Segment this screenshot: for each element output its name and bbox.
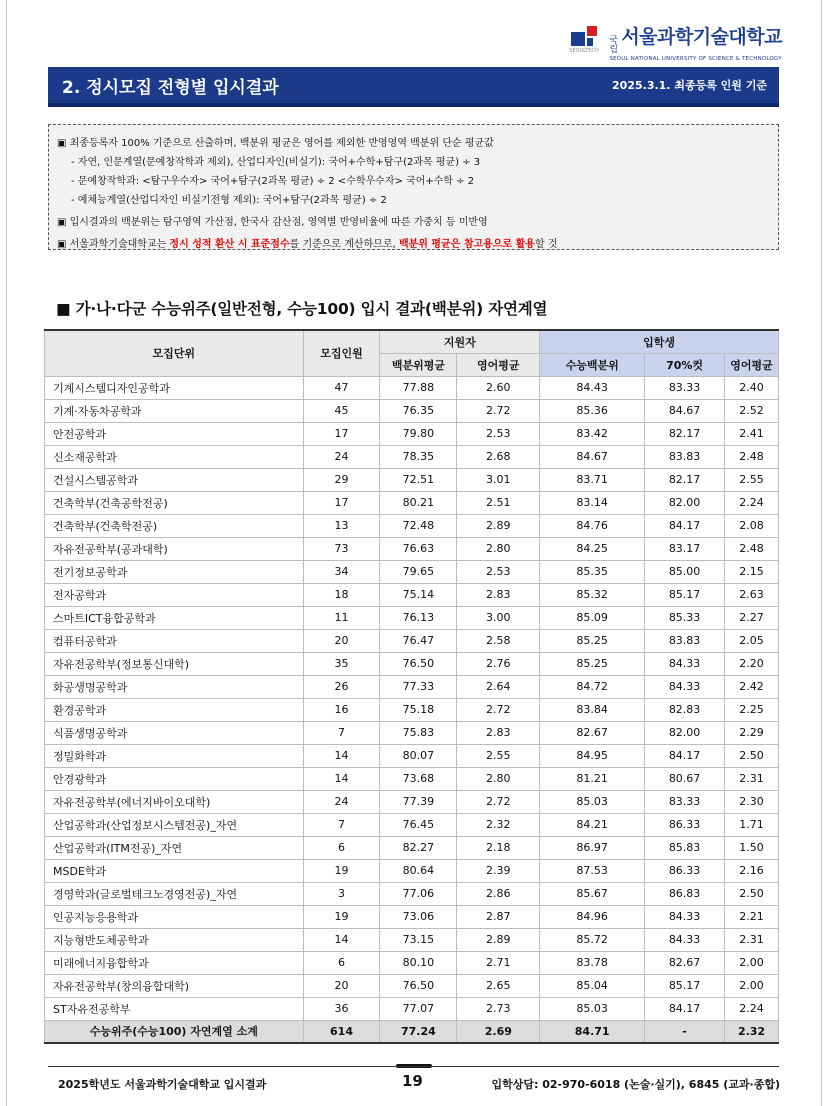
cell-quota: 24 bbox=[303, 790, 380, 813]
cell-dept: 건축학부(건축학전공) bbox=[45, 514, 304, 537]
cell-adm-eng: 2.15 bbox=[725, 560, 779, 583]
cell-adm-cut: 80.67 bbox=[645, 767, 725, 790]
cell-adm-eng: 2.52 bbox=[725, 399, 779, 422]
cell-quota: 35 bbox=[303, 652, 380, 675]
footer-divider bbox=[48, 1066, 779, 1067]
cell-adm-eng: 2.25 bbox=[725, 698, 779, 721]
cell-adm-eng: 2.48 bbox=[725, 445, 779, 468]
cell-app-eng: 2.89 bbox=[457, 514, 540, 537]
header-dept: 모집단위 bbox=[45, 330, 304, 376]
cell-app-pct: 73.15 bbox=[380, 928, 457, 951]
footer-contact: 입학상담: 02-970-6018 (논술·실기), 6845 (교과·종합) bbox=[491, 1078, 780, 1091]
cell-app-eng: 2.87 bbox=[457, 905, 540, 928]
cell-dept: 산업공학과(산업정보시스템전공)_자연 bbox=[45, 813, 304, 836]
total-adm-eng: 2.32 bbox=[725, 1020, 779, 1043]
cell-app-pct: 73.68 bbox=[380, 767, 457, 790]
cell-adm-eng: 2.31 bbox=[725, 928, 779, 951]
cell-adm-eng: 2.63 bbox=[725, 583, 779, 606]
cell-quota: 20 bbox=[303, 629, 380, 652]
cell-dept: 인공지능응용학과 bbox=[45, 905, 304, 928]
cell-dept: 안전공학과 bbox=[45, 422, 304, 445]
cell-adm-eng: 2.31 bbox=[725, 767, 779, 790]
cell-quota: 16 bbox=[303, 698, 380, 721]
cell-adm-cut: 84.33 bbox=[645, 652, 725, 675]
cell-adm-pct: 85.32 bbox=[540, 583, 645, 606]
cell-app-pct: 76.13 bbox=[380, 606, 457, 629]
cell-adm-eng: 2.21 bbox=[725, 905, 779, 928]
note-line-2: - 자연, 인문계열(문예창작학과 제외), 산업디자인(비실기): 국어+수학+탐구(2과목 평균) ÷ 3 bbox=[71, 157, 481, 168]
cell-adm-pct: 85.03 bbox=[540, 997, 645, 1020]
cell-adm-eng: 2.24 bbox=[725, 997, 779, 1020]
cell-quota: 13 bbox=[303, 514, 380, 537]
cell-dept: 자유전공학부(정보통신대학) bbox=[45, 652, 304, 675]
cell-dept: 기계·자동차공학과 bbox=[45, 399, 304, 422]
basis-date: 2025.3.1. 최종등록 인원 기준 bbox=[612, 79, 767, 92]
cell-app-eng: 2.71 bbox=[457, 951, 540, 974]
table-row bbox=[45, 422, 779, 445]
table-row bbox=[45, 675, 779, 698]
cell-app-eng: 2.53 bbox=[457, 422, 540, 445]
cell-dept: 환경공학과 bbox=[45, 698, 304, 721]
table-row bbox=[45, 813, 779, 836]
header-adm-cut: 70%컷 bbox=[645, 353, 725, 376]
cell-dept: 전기정보공학과 bbox=[45, 560, 304, 583]
cell-quota: 18 bbox=[303, 583, 380, 606]
header-app-pct: 백분위평균 bbox=[380, 353, 457, 376]
cell-adm-cut: 84.33 bbox=[645, 675, 725, 698]
cell-app-eng: 2.64 bbox=[457, 675, 540, 698]
cell-quota: 14 bbox=[303, 767, 380, 790]
cell-quota: 14 bbox=[303, 744, 380, 767]
cell-adm-pct: 85.25 bbox=[540, 652, 645, 675]
cell-adm-eng: 2.50 bbox=[725, 882, 779, 905]
page-number: 19 bbox=[402, 1072, 423, 1090]
table-row bbox=[45, 468, 779, 491]
table-row bbox=[45, 560, 779, 583]
cell-app-eng: 2.53 bbox=[457, 560, 540, 583]
cell-adm-eng: 2.40 bbox=[725, 376, 779, 399]
cell-app-pct: 79.80 bbox=[380, 422, 457, 445]
total-adm-cut: - bbox=[645, 1020, 725, 1043]
total-row bbox=[45, 1020, 779, 1043]
cell-app-pct: 79.65 bbox=[380, 560, 457, 583]
cell-adm-pct: 83.71 bbox=[540, 468, 645, 491]
total-quota: 614 bbox=[303, 1020, 380, 1043]
cell-adm-pct: 85.03 bbox=[540, 790, 645, 813]
header-admitted: 입학생 bbox=[540, 330, 779, 353]
cell-app-eng: 2.72 bbox=[457, 399, 540, 422]
total-adm-pct: 84.71 bbox=[540, 1020, 645, 1043]
cell-app-pct: 77.88 bbox=[380, 376, 457, 399]
cell-app-eng: 2.55 bbox=[457, 744, 540, 767]
cell-quota: 6 bbox=[303, 951, 380, 974]
cell-app-eng: 2.89 bbox=[457, 928, 540, 951]
footer-title: 2025학년도 서울과학기술대학교 입시결과 bbox=[58, 1078, 267, 1091]
cell-dept: 안경광학과 bbox=[45, 767, 304, 790]
results-table bbox=[44, 329, 779, 1044]
page-title: 2. 정시모집 전형별 입시결과 bbox=[62, 77, 279, 98]
cell-quota: 34 bbox=[303, 560, 380, 583]
total-dept: 수능위주(수능100) 자연계열 소계 bbox=[45, 1020, 304, 1043]
cell-app-eng: 2.86 bbox=[457, 882, 540, 905]
table-row bbox=[45, 537, 779, 560]
cell-dept: 자유전공학부(창의융합대학) bbox=[45, 974, 304, 997]
cell-adm-cut: 84.67 bbox=[645, 399, 725, 422]
table-row bbox=[45, 882, 779, 905]
cell-adm-pct: 87.53 bbox=[540, 859, 645, 882]
cell-quota: 6 bbox=[303, 836, 380, 859]
cell-adm-cut: 83.83 bbox=[645, 445, 725, 468]
cell-adm-cut: 83.33 bbox=[645, 790, 725, 813]
cell-quota: 20 bbox=[303, 974, 380, 997]
cell-dept: 자유전공학부(공과대학) bbox=[45, 537, 304, 560]
cell-app-eng: 2.60 bbox=[457, 376, 540, 399]
cell-adm-eng: 2.08 bbox=[725, 514, 779, 537]
cell-dept: 건설시스템공학과 bbox=[45, 468, 304, 491]
cell-app-pct: 76.50 bbox=[380, 652, 457, 675]
cell-adm-pct: 85.36 bbox=[540, 399, 645, 422]
cell-quota: 17 bbox=[303, 491, 380, 514]
table-row bbox=[45, 629, 779, 652]
cell-adm-cut: 82.17 bbox=[645, 468, 725, 491]
cell-quota: 17 bbox=[303, 422, 380, 445]
cell-quota: 29 bbox=[303, 468, 380, 491]
cell-adm-pct: 84.21 bbox=[540, 813, 645, 836]
cell-adm-pct: 84.25 bbox=[540, 537, 645, 560]
cell-app-pct: 77.07 bbox=[380, 997, 457, 1020]
note-line-3: - 문예창작학과: <탐구우수자> 국어+탐구(2과목 평균) ÷ 2 <수학우수자> 국어+수학 ÷ 2 bbox=[71, 176, 475, 187]
table-row bbox=[45, 514, 779, 537]
cell-adm-cut: 82.83 bbox=[645, 698, 725, 721]
cell-app-pct: 80.10 bbox=[380, 951, 457, 974]
table-row bbox=[45, 583, 779, 606]
cell-app-pct: 80.21 bbox=[380, 491, 457, 514]
cell-adm-eng: 2.27 bbox=[725, 606, 779, 629]
cell-quota: 7 bbox=[303, 813, 380, 836]
cell-adm-cut: 85.00 bbox=[645, 560, 725, 583]
header-adm-pct: 수능백분위 bbox=[540, 353, 645, 376]
cell-quota: 47 bbox=[303, 376, 380, 399]
cell-quota: 26 bbox=[303, 675, 380, 698]
cell-dept: 전자공학과 bbox=[45, 583, 304, 606]
cell-adm-eng: 2.16 bbox=[725, 859, 779, 882]
cell-adm-pct: 84.76 bbox=[540, 514, 645, 537]
cell-app-eng: 2.32 bbox=[457, 813, 540, 836]
logo-english: SEOUL NATIONAL UNIVERSITY OF SCIENCE & TECHNOLOGY bbox=[609, 56, 782, 62]
cell-app-pct: 73.06 bbox=[380, 905, 457, 928]
cell-quota: 3 bbox=[303, 882, 380, 905]
cell-adm-eng: 2.50 bbox=[725, 744, 779, 767]
header-applicants: 지원자 bbox=[380, 330, 540, 353]
cell-adm-pct: 83.14 bbox=[540, 491, 645, 514]
cell-app-pct: 75.83 bbox=[380, 721, 457, 744]
cell-adm-eng: 2.20 bbox=[725, 652, 779, 675]
cell-adm-pct: 83.78 bbox=[540, 951, 645, 974]
header-adm-eng: 영어평균 bbox=[725, 353, 779, 376]
cell-app-pct: 78.35 bbox=[380, 445, 457, 468]
cell-quota: 7 bbox=[303, 721, 380, 744]
note-line-6: ▣ 서울과학기술대학교는 정시 성적 환산 시 표준점수를 기준으로 계산하므로, 백분위 평균은 참고용으로 활용할 것 bbox=[57, 239, 558, 250]
cell-dept: 산업공학과(ITM전공)_자연 bbox=[45, 836, 304, 859]
cell-adm-eng: 2.00 bbox=[725, 951, 779, 974]
cell-adm-cut: 83.17 bbox=[645, 537, 725, 560]
cell-dept: 건축학부(건축공학전공) bbox=[45, 491, 304, 514]
cell-quota: 19 bbox=[303, 859, 380, 882]
cell-adm-pct: 84.95 bbox=[540, 744, 645, 767]
cell-adm-cut: 84.17 bbox=[645, 997, 725, 1020]
cell-dept: 기계시스템디자인공학과 bbox=[45, 376, 304, 399]
cell-adm-cut: 85.33 bbox=[645, 606, 725, 629]
logo-guk: 국립 bbox=[609, 36, 619, 55]
note-line-4: - 예체능계열(산업디자인 비실기전형 제외): 국어+탐구(2과목 평균) ÷ 2 bbox=[71, 195, 387, 206]
cell-dept: 신소재공학과 bbox=[45, 445, 304, 468]
cell-adm-pct: 84.96 bbox=[540, 905, 645, 928]
cell-app-eng: 2.39 bbox=[457, 859, 540, 882]
cell-adm-pct: 82.67 bbox=[540, 721, 645, 744]
cell-quota: 36 bbox=[303, 997, 380, 1020]
cell-adm-pct: 83.42 bbox=[540, 422, 645, 445]
cell-dept: 자유전공학부(에너지바이오대학) bbox=[45, 790, 304, 813]
cell-adm-eng: 2.00 bbox=[725, 974, 779, 997]
cell-app-pct: 76.47 bbox=[380, 629, 457, 652]
cell-adm-cut: 85.83 bbox=[645, 836, 725, 859]
table-row bbox=[45, 859, 779, 882]
cell-adm-cut: 82.17 bbox=[645, 422, 725, 445]
cell-app-pct: 76.45 bbox=[380, 813, 457, 836]
cell-quota: 14 bbox=[303, 928, 380, 951]
table-row bbox=[45, 790, 779, 813]
cell-app-pct: 80.07 bbox=[380, 744, 457, 767]
cell-app-eng: 2.83 bbox=[457, 583, 540, 606]
cell-adm-cut: 83.33 bbox=[645, 376, 725, 399]
cell-app-eng: 2.72 bbox=[457, 790, 540, 813]
table-row bbox=[45, 445, 779, 468]
header-app-eng: 영어평균 bbox=[457, 353, 540, 376]
cell-app-eng: 2.80 bbox=[457, 537, 540, 560]
cell-app-pct: 72.51 bbox=[380, 468, 457, 491]
cell-quota: 19 bbox=[303, 905, 380, 928]
table-row bbox=[45, 698, 779, 721]
table-row bbox=[45, 928, 779, 951]
cell-adm-cut: 82.67 bbox=[645, 951, 725, 974]
university-logo bbox=[571, 22, 782, 62]
cell-adm-eng: 2.48 bbox=[725, 537, 779, 560]
cell-adm-cut: 85.17 bbox=[645, 583, 725, 606]
cell-adm-pct: 83.84 bbox=[540, 698, 645, 721]
cell-dept: 미래에너지융합학과 bbox=[45, 951, 304, 974]
section-header bbox=[48, 67, 779, 107]
cell-app-pct: 75.18 bbox=[380, 698, 457, 721]
total-app-pct: 77.24 bbox=[380, 1020, 457, 1043]
table-row bbox=[45, 767, 779, 790]
note-line-1: ▣ 최종등록자 100% 기준으로 산출하며, 백분위 평균은 영어를 제외한 반영영역 백분위 단순 평균값 bbox=[57, 138, 494, 149]
table-body bbox=[45, 376, 779, 1043]
cell-adm-cut: 86.83 bbox=[645, 882, 725, 905]
table-row bbox=[45, 974, 779, 997]
notes-box bbox=[48, 124, 779, 250]
table-row bbox=[45, 491, 779, 514]
cell-dept: 지능형반도체공학과 bbox=[45, 928, 304, 951]
cell-adm-cut: 83.83 bbox=[645, 629, 725, 652]
cell-dept: 화공생명공학과 bbox=[45, 675, 304, 698]
cell-app-pct: 72.48 bbox=[380, 514, 457, 537]
cell-adm-pct: 85.25 bbox=[540, 629, 645, 652]
cell-app-pct: 75.14 bbox=[380, 583, 457, 606]
table-row bbox=[45, 951, 779, 974]
cell-adm-cut: 86.33 bbox=[645, 859, 725, 882]
cell-adm-pct: 84.67 bbox=[540, 445, 645, 468]
cell-adm-pct: 85.04 bbox=[540, 974, 645, 997]
cell-adm-cut: 84.17 bbox=[645, 514, 725, 537]
total-app-eng: 2.69 bbox=[457, 1020, 540, 1043]
cell-dept: 식품생명공학과 bbox=[45, 721, 304, 744]
table-row bbox=[45, 997, 779, 1020]
cell-app-pct: 76.35 bbox=[380, 399, 457, 422]
table-row bbox=[45, 905, 779, 928]
cell-adm-eng: 2.24 bbox=[725, 491, 779, 514]
cell-dept: ST자유전공학부 bbox=[45, 997, 304, 1020]
cell-app-eng: 2.18 bbox=[457, 836, 540, 859]
cell-adm-eng: 1.50 bbox=[725, 836, 779, 859]
cell-adm-eng: 2.05 bbox=[725, 629, 779, 652]
cell-adm-pct: 81.21 bbox=[540, 767, 645, 790]
cell-app-pct: 82.27 bbox=[380, 836, 457, 859]
table-row bbox=[45, 836, 779, 859]
cell-adm-pct: 85.72 bbox=[540, 928, 645, 951]
cell-dept: 정밀화학과 bbox=[45, 744, 304, 767]
table-row bbox=[45, 606, 779, 629]
table-row bbox=[45, 744, 779, 767]
cell-app-eng: 2.51 bbox=[457, 491, 540, 514]
table-row bbox=[45, 652, 779, 675]
cell-app-eng: 2.83 bbox=[457, 721, 540, 744]
cell-adm-eng: 2.42 bbox=[725, 675, 779, 698]
cell-adm-cut: 86.33 bbox=[645, 813, 725, 836]
cell-adm-eng: 1.71 bbox=[725, 813, 779, 836]
cell-adm-cut: 84.17 bbox=[645, 744, 725, 767]
cell-adm-cut: 82.00 bbox=[645, 721, 725, 744]
cell-adm-pct: 84.43 bbox=[540, 376, 645, 399]
cell-app-eng: 3.00 bbox=[457, 606, 540, 629]
logo-mark-icon bbox=[571, 22, 605, 52]
cell-app-pct: 77.39 bbox=[380, 790, 457, 813]
cell-app-eng: 2.65 bbox=[457, 974, 540, 997]
section-title: ■ 가·나·다군 수능위주(일반전형, 수능100) 입시 결과(백분위) 자연계열 bbox=[56, 300, 548, 318]
cell-app-pct: 76.50 bbox=[380, 974, 457, 997]
cell-dept: 컴퓨터공학과 bbox=[45, 629, 304, 652]
cell-adm-eng: 2.41 bbox=[725, 422, 779, 445]
cell-quota: 45 bbox=[303, 399, 380, 422]
cell-app-pct: 76.63 bbox=[380, 537, 457, 560]
cell-app-pct: 77.33 bbox=[380, 675, 457, 698]
cell-app-eng: 2.73 bbox=[457, 997, 540, 1020]
table-row bbox=[45, 399, 779, 422]
cell-adm-eng: 2.30 bbox=[725, 790, 779, 813]
cell-adm-eng: 2.29 bbox=[725, 721, 779, 744]
cell-app-eng: 3.01 bbox=[457, 468, 540, 491]
cell-adm-cut: 84.33 bbox=[645, 928, 725, 951]
cell-adm-cut: 82.00 bbox=[645, 491, 725, 514]
cell-adm-pct: 85.67 bbox=[540, 882, 645, 905]
cell-quota: 11 bbox=[303, 606, 380, 629]
logo-mark-caption: SEOULTECH bbox=[569, 48, 599, 54]
cell-app-pct: 77.06 bbox=[380, 882, 457, 905]
note-line-5: ▣ 입시결과의 백분위는 탐구영역 가산점, 한국사 감산점, 영역별 반영비율에 따른 가중치 등 미반영 bbox=[57, 217, 488, 228]
cell-adm-cut: 85.17 bbox=[645, 974, 725, 997]
cell-app-eng: 2.68 bbox=[457, 445, 540, 468]
cell-app-eng: 2.76 bbox=[457, 652, 540, 675]
cell-app-eng: 2.72 bbox=[457, 698, 540, 721]
cell-quota: 73 bbox=[303, 537, 380, 560]
cell-dept: 경영학과(글로벌테크노경영전공)_자연 bbox=[45, 882, 304, 905]
header-quota: 모집인원 bbox=[303, 330, 380, 376]
cell-dept: 스마트ICT융합공학과 bbox=[45, 606, 304, 629]
table-row bbox=[45, 376, 779, 399]
cell-app-eng: 2.80 bbox=[457, 767, 540, 790]
cell-adm-pct: 86.97 bbox=[540, 836, 645, 859]
cell-adm-eng: 2.55 bbox=[725, 468, 779, 491]
cell-app-pct: 80.64 bbox=[380, 859, 457, 882]
cell-adm-pct: 85.09 bbox=[540, 606, 645, 629]
cell-app-eng: 2.58 bbox=[457, 629, 540, 652]
cell-adm-pct: 85.35 bbox=[540, 560, 645, 583]
cell-quota: 24 bbox=[303, 445, 380, 468]
cell-dept: MSDE학과 bbox=[45, 859, 304, 882]
logo-name: 서울과학기술대학교 bbox=[621, 26, 782, 48]
cell-adm-pct: 84.72 bbox=[540, 675, 645, 698]
table-row bbox=[45, 721, 779, 744]
cell-adm-cut: 84.33 bbox=[645, 905, 725, 928]
